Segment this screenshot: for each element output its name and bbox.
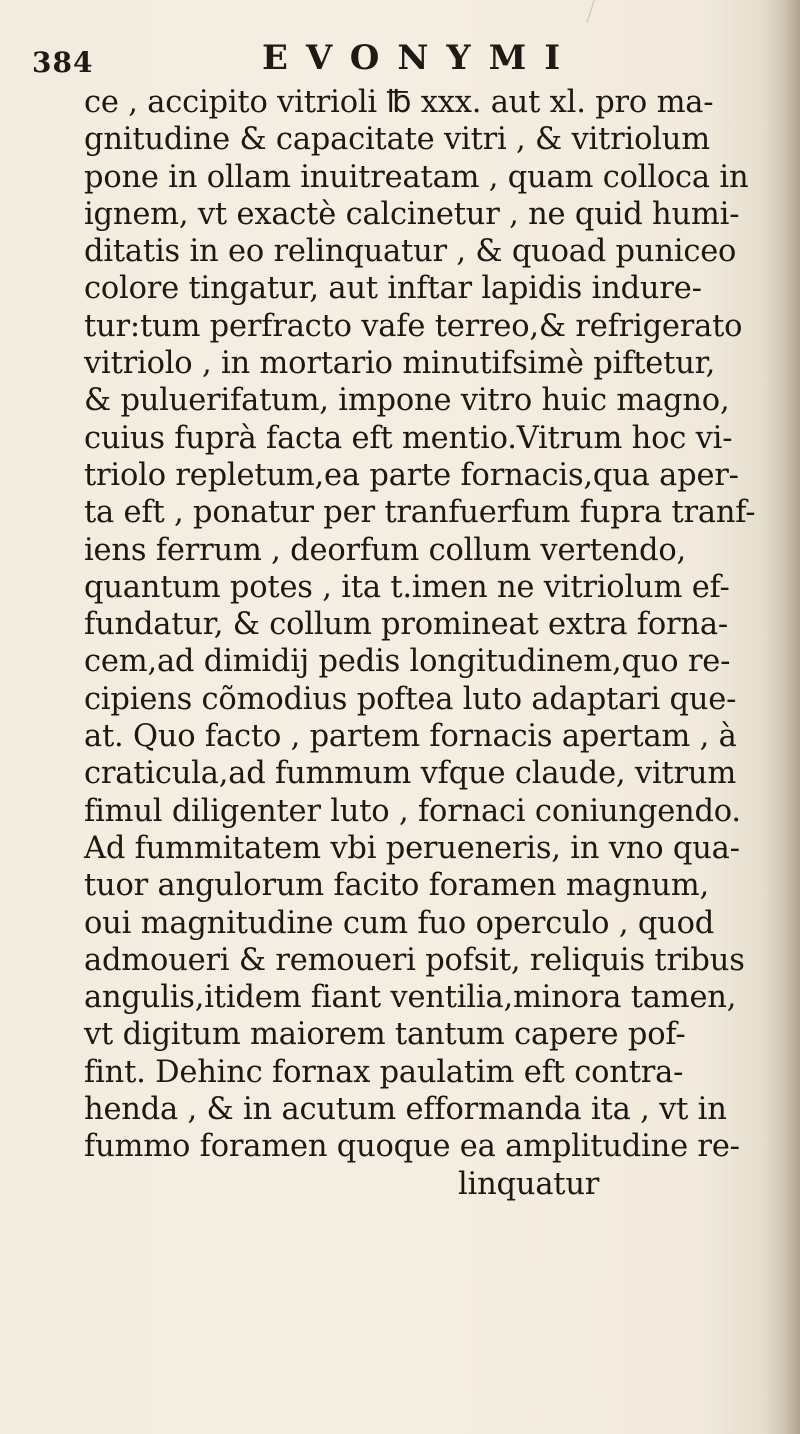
text-line: cipiens cõmodius poftea luto adaptari que- bbox=[84, 681, 737, 717]
text-line: cem,ad dimidij pedis longitudinem,quo re- bbox=[84, 644, 731, 680]
text-line: quantum potes , ita t.imen ne vitriolum ef- bbox=[84, 569, 730, 605]
text-line: iens ferrum , deorfum collum vertendo, bbox=[84, 532, 687, 568]
text-line: oui magnitudine cum fuo operculo , quod bbox=[84, 905, 715, 941]
body-text bbox=[84, 84, 774, 1203]
text-line: triolo repletum,ea parte fornacis,qua aper- bbox=[84, 457, 739, 493]
text-line: gnitudine & capacitate vitri , & vitriolum bbox=[84, 122, 710, 158]
text-line: fimul diligenter luto , fornaci coniungendo. bbox=[84, 793, 741, 829]
page-header bbox=[0, 28, 800, 88]
text-line: vt digitum maiorem tantum capere pof- bbox=[84, 1017, 686, 1053]
paper-mark bbox=[586, 0, 598, 24]
text-line: ignem, vt exactè calcinetur , ne quid humi- bbox=[84, 196, 740, 232]
text-line: tuor angulorum facito foramen magnum, bbox=[84, 868, 709, 904]
text-line: Ad fummitatem vbi perueneris, in vno qua- bbox=[84, 830, 740, 866]
text-line: at. Quo facto , partem fornacis apertam , à bbox=[84, 719, 737, 755]
text-line: vitriolo , in mortario minutifsimè piftetur, bbox=[84, 346, 716, 382]
page-number: 384 bbox=[32, 46, 94, 79]
text-line: pone in ollam inuitreatam , quam colloca in bbox=[84, 159, 749, 195]
text-line: & puluerifatum, impone vitro huic magno, bbox=[84, 383, 730, 419]
text-line: angulis,itidem fiant ventilia,minora tamen, bbox=[84, 980, 737, 1016]
text-line: fundatur, & collum promineat extra forna- bbox=[84, 607, 728, 643]
text-line: fummo foramen quoque ea amplitudine re- bbox=[84, 1129, 740, 1165]
text-line: henda , & in acutum efformanda ita , vt in bbox=[84, 1092, 727, 1128]
text-line: tur:tum perfracto vafe terreo,& refrigerato bbox=[84, 308, 743, 344]
text-line: fint. Dehinc fornax paulatim eft contra- bbox=[84, 1054, 684, 1090]
text-line: ditatis in eo relinquatur , & quoad puniceo bbox=[84, 234, 737, 270]
running-head: EVONYMI bbox=[262, 38, 579, 78]
text-line: ce , accipito vitrioli ℔ xxx. aut xl. pro ma- bbox=[84, 85, 714, 120]
text-line: craticula,ad fummum vfque claude, vitrum bbox=[84, 756, 737, 792]
text-line: colore tingatur, aut inftar lapidis indure- bbox=[84, 271, 702, 307]
text-line: ta eft , ponatur per tranfuerfum fupra tranf- bbox=[84, 495, 756, 531]
text-line-last: linquatur bbox=[458, 1166, 600, 1202]
text-line: cuius fuprà facta eft mentio.Vitrum hoc vi- bbox=[84, 420, 733, 456]
text-line: admoueri & remoueri pofsit, reliquis tribus bbox=[84, 942, 745, 978]
